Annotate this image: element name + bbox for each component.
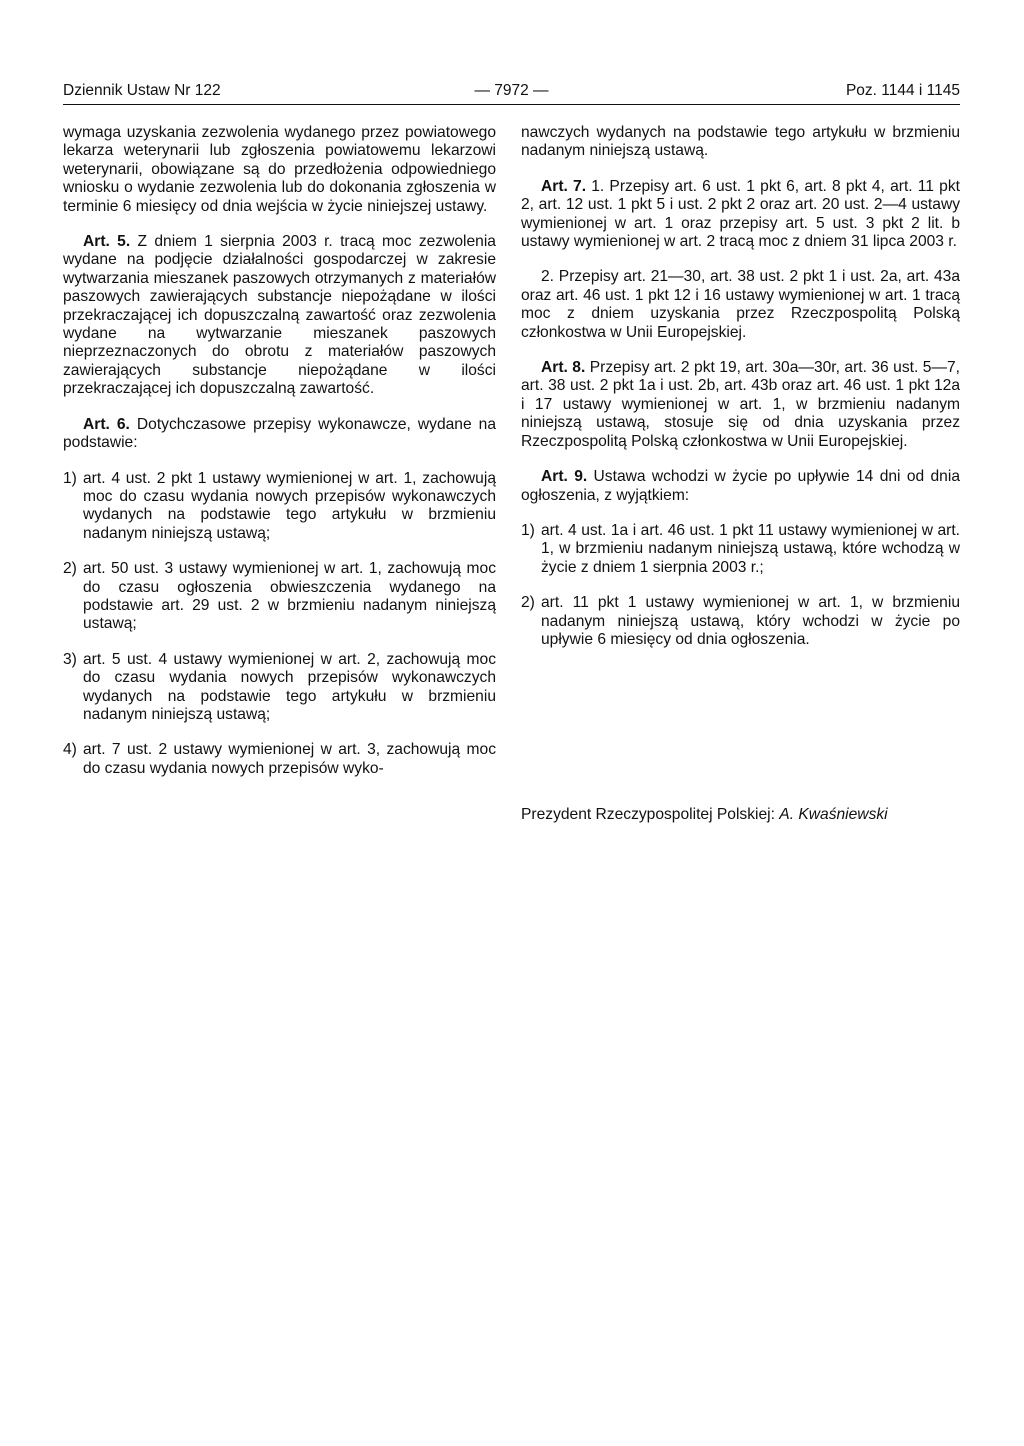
list-item-text: art. 11 pkt 1 ustawy wymienionej w art. 1, w brzmieniu nadanym niniejszą ustawą, który wchodzi w życie po upływie 6 miesięcy od dnia ogłoszenia. (541, 594, 960, 648)
article-9-text: Ustawa wchodzi w życie po upływie 14 dni od dnia ogłoszenia, z wyjątkiem: (521, 468, 960, 504)
article-9 (521, 468, 960, 505)
journal-title: Dziennik Ustaw Nr 122 (63, 82, 221, 99)
article-5-label: Art. 5. (83, 233, 131, 251)
list-item-number: 1) (63, 469, 77, 487)
list-item (521, 522, 960, 577)
list-item-text: art. 4 ust. 1a i art. 46 ust. 1 pkt 11 ustawy wymienionej w art. 1, w brzmieniu nadanym niniejszą ustawą, które wchodzą w życie z dniem 1 sierpnia 2003 r.; (541, 521, 960, 576)
intro-paragraph: wymaga uzyskania zezwolenia wydanego przez powiatowego lekarza weterynarii lub zgłoszenia powiatowemu lekarzowi weterynarii, obowiązane są do przedłożenia odpowiedniego wniosku o wydanie zezwolenia lub do dokonania zgłoszenia w terminie 6 miesięcy od dnia wejścia w życie niniejszej ustawy. (63, 124, 496, 215)
article-7-text-1: 1. Przepisy art. 6 ust. 1 pkt 6, art. 8 pkt 4, art. 11 pkt 2, art. 12 ust. 1 pkt 5 i ust. 2 pkt 2 oraz art. 20 ust. 2—4 ustawy wymienionej w art. 1 oraz przepisy art. 5 ust. 3 pkt 2 lit. b ustawy wymienionej w art. 2 tracą moc z dniem 31 lipca 2003 r. (521, 177, 960, 251)
list-item (521, 594, 960, 649)
list-item (63, 651, 496, 725)
list-item (63, 470, 496, 544)
article-6-text: Dotychczasowe przepisy wykonawcze, wydane na podstawie: (63, 415, 496, 452)
article-6-label: Art. 6. (83, 415, 130, 433)
page-header (63, 79, 960, 105)
list-item-text: art. 7 ust. 2 ustawy wymienionej w art. 3, zachowują moc do czasu wydania nowych przepisów wyko- (83, 741, 496, 777)
position-reference: Poz. 1144 i 1145 (845, 82, 960, 99)
list-item-number: 3) (63, 650, 77, 668)
article-5 (63, 233, 496, 399)
list-item (63, 560, 496, 634)
article-7-label: Art. 7. (541, 177, 587, 195)
left-column (63, 124, 496, 778)
article-9-label: Art. 9. (541, 468, 588, 486)
article-8 (521, 359, 960, 451)
article-6 (63, 416, 496, 453)
article-7-paragraph-1 (521, 178, 960, 252)
header-rule (63, 104, 960, 105)
list-item-number: 1) (521, 521, 535, 539)
article-5-text: Z dniem 1 sierpnia 2003 r. tracą moc zezwolenia wydane na podjęcie działalności gospodarczej w zakresie wytwarzania mieszanek paszowych otrzymanych z materiałów paszowych zawierających substancje niepożądane w ilości przekraczającej ich dopuszczalną zawartość oraz zezwolenia wydane na wytwarzanie mieszanek paszowych nieprzeznaczonych do obrotu z materiałów paszowych zawierających substancje niepożądane w ilości przekraczającej ich dopuszczalną zawartość. (63, 233, 496, 398)
list-item-number: 2) (521, 594, 535, 612)
list-item-number: 4) (63, 741, 77, 759)
continuation-paragraph: nawczych wydanych na podstawie tego artykułu w brzmieniu nadanym niniejszą ustawą. (521, 124, 960, 160)
list-item-number: 2) (63, 560, 77, 578)
list-item-text: art. 4 ust. 2 pkt 1 ustawy wymienionej w art. 1, zachowują moc do czasu wydania nowych przepisów wykonawczych wydanych na podstawie tego artykułu w brzmieniu nadanym niniejszą ustawą; (83, 469, 496, 542)
article-7-paragraph-2: 2. Przepisy art. 21—30, art. 38 ust. 2 pkt 1 i ust. 2a, art. 43a oraz art. 46 ust. 1 pkt 12 i 16 ustawy wymienionej w art. 1 tracą moc z dniem uzyskania przez Rzeczpospolitą Polską członkostwa w Unii Europejskiej. (521, 268, 960, 341)
article-8-text: Przepisy art. 2 pkt 19, art. 30a—30r, art. 36 ust. 5—7, art. 38 ust. 2 pkt 1a i ust. 2b, art. 43b oraz art. 46 ust. 1 pkt 12a i 17 ustawy wymienionej w art. 1, w brzmieniu nadanym niniejszą ustawą, stosuje się od dnia uzyskania przez Rzeczpospolitą Polską członkostwa w Unii Europejskiej. (521, 359, 960, 450)
list-item-text: art. 5 ust. 4 ustawy wymienionej w art. 2, zachowują moc do czasu wydania nowych przepisów wykonawczych wydanych na podstawie tego artykułu w brzmieniu nadanym niniejszą ustawą; (83, 650, 496, 723)
list-item-text: art. 50 ust. 3 ustawy wymienionej w art. 1, zachowują moc do czasu ogłoszenia obwieszczenia wydanego na podstawie art. 29 ust. 2 w brzmieniu nadanym niniejszą ustawą; (83, 560, 496, 633)
right-column (521, 124, 960, 649)
signature-name: A. Kwaśniewski (779, 806, 888, 823)
signature-block (521, 806, 960, 824)
page-number: — 7972 — (474, 82, 549, 99)
article-8-label: Art. 8. (541, 359, 586, 377)
list-item (63, 741, 496, 778)
signature-title: Prezydent Rzeczypospolitej Polskiej: (521, 806, 775, 823)
